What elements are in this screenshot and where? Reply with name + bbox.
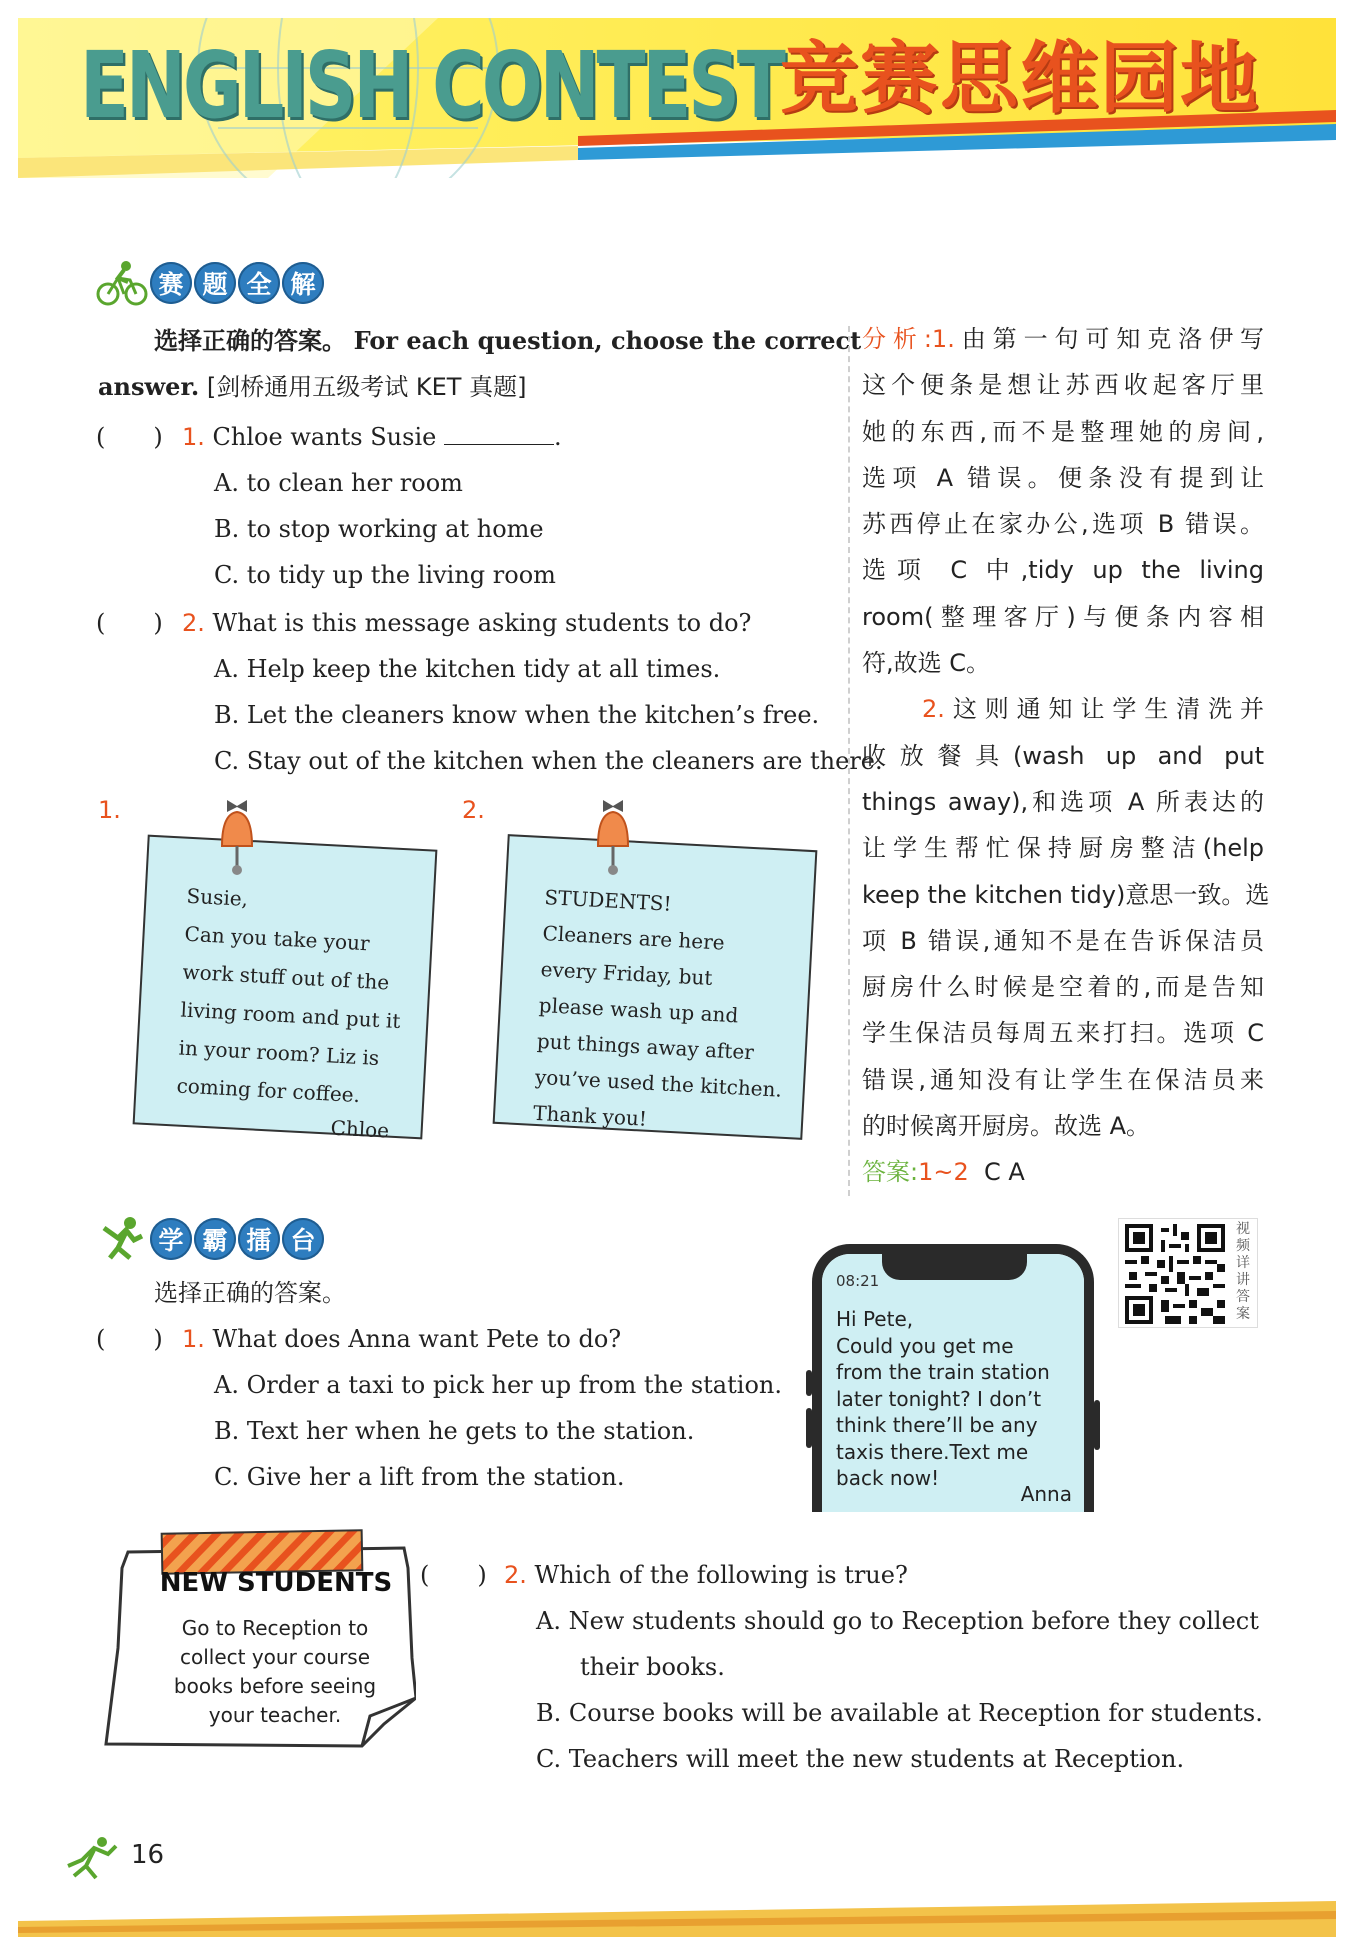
phone-time: 08:21 bbox=[836, 1272, 880, 1290]
option-b[interactable]: B. Let the cleaners know when the kitchen’s free. bbox=[214, 701, 820, 729]
phone-side-button bbox=[806, 1408, 812, 1448]
instruction-cn-2: 选择正确的答案。 bbox=[154, 1279, 346, 1307]
instruction-line-1 bbox=[154, 318, 861, 364]
question-2 bbox=[504, 1552, 908, 1598]
analysis-line: 选项 A 错误。便条没有提到让 bbox=[862, 463, 1264, 492]
exam-source: [剑桥通用五级考试 KET 真题] bbox=[206, 373, 527, 401]
question-number: 2. bbox=[182, 609, 205, 637]
option-a[interactable]: A. Order a taxi to pick her up from the station. bbox=[214, 1371, 782, 1399]
option-b[interactable]: B. Course books will be available at Reception for students. bbox=[536, 1699, 1263, 1727]
phone-side-button bbox=[806, 1370, 812, 1396]
note-line: Thank you! bbox=[532, 1100, 648, 1131]
option-a[interactable]: A. New students should go to Reception before they collect bbox=[536, 1607, 1259, 1635]
note-line: Can you take your bbox=[184, 921, 371, 956]
answer-bracket[interactable]: ( ) bbox=[96, 423, 163, 451]
cyclist-icon bbox=[96, 260, 148, 306]
badge-char: 台 bbox=[282, 1218, 324, 1260]
badge-char: 题 bbox=[194, 262, 236, 304]
phone-line: later tonight? I don’t bbox=[836, 1386, 1042, 1411]
answer-bracket[interactable]: ( ) bbox=[96, 609, 163, 637]
answer-value: C A bbox=[984, 1158, 1025, 1187]
qr-caption: 视 频 详 讲 答 案 bbox=[1236, 1221, 1250, 1322]
sign-title: NEW STUDENTS bbox=[159, 1568, 393, 1598]
instruction-en: For each question, choose the correct bbox=[353, 326, 862, 355]
question-number: 1. bbox=[182, 423, 205, 451]
analysis-line: 苏西停止在家办公,选项 B 错误。 bbox=[862, 510, 1264, 539]
header-banner bbox=[18, 18, 1336, 178]
badge-char: 霸 bbox=[194, 1218, 236, 1260]
analysis-line: keep the kitchen tidy)意思一致。选 bbox=[862, 880, 1270, 909]
answer-bracket[interactable]: ( ) bbox=[96, 1325, 163, 1353]
bell-pin-icon bbox=[588, 794, 638, 876]
analysis-line: 学生保洁员每周五来打扫。选项 C bbox=[862, 1019, 1264, 1048]
question-number: 2. bbox=[504, 1561, 527, 1589]
question-stem: Chloe wants Susie bbox=[212, 423, 437, 451]
question-1: 1. Chloe wants Susie . bbox=[182, 414, 562, 460]
column-divider bbox=[848, 326, 850, 1196]
option-c[interactable]: C. Give her a lift from the station. bbox=[214, 1463, 625, 1491]
note-label-2: 2. bbox=[462, 796, 485, 824]
phone-notch bbox=[882, 1250, 1027, 1280]
note-line: you’ve used the kitchen. bbox=[534, 1064, 783, 1102]
qr-code-box[interactable] bbox=[1118, 1218, 1258, 1328]
phone-side-button bbox=[1094, 1400, 1100, 1450]
note-line: Susie, bbox=[186, 883, 249, 911]
question-1 bbox=[182, 1316, 621, 1362]
analysis-line: things away),和选项 A 所表达的 bbox=[862, 787, 1264, 816]
note-card-2 bbox=[493, 834, 818, 1140]
runner-footer-icon bbox=[64, 1836, 118, 1880]
analysis-line: 项 B 错误,通知不是在告诉保洁员 bbox=[862, 926, 1264, 955]
note-line: STUDENTS! bbox=[543, 885, 673, 916]
question-stem: Which of the following is true? bbox=[534, 1561, 908, 1589]
note-line: Cleaners are here bbox=[542, 921, 726, 955]
analysis-line: 2.这则通知让学生清洗并 bbox=[922, 695, 1264, 724]
instruction-en-2: answer. bbox=[98, 372, 200, 401]
analysis-label: 分析: bbox=[862, 325, 932, 353]
banner-english-title: ENGLISH CONTEST bbox=[80, 32, 783, 139]
instruction-cn: 选择正确的答案。 bbox=[154, 327, 346, 355]
note-line: work stuff out of the bbox=[182, 959, 390, 995]
answer-bracket[interactable]: ( ) bbox=[420, 1561, 487, 1589]
badge-char: 擂 bbox=[238, 1218, 280, 1260]
phone-line: Hi Pete, bbox=[836, 1307, 914, 1331]
analysis-line: 符,故选 C。 bbox=[862, 649, 991, 678]
note-line: please wash up and bbox=[538, 992, 739, 1028]
badge-char: 全 bbox=[238, 262, 280, 304]
option-b[interactable]: B. Text her when he gets to the station. bbox=[214, 1417, 695, 1445]
note-signature: Chloe bbox=[330, 1115, 390, 1143]
phone-line: back now! bbox=[836, 1466, 940, 1490]
note-line: coming for coffee. bbox=[176, 1073, 361, 1108]
bell-pin-icon bbox=[212, 794, 262, 876]
page-number: 16 bbox=[131, 1840, 165, 1870]
phone-text bbox=[836, 1306, 1050, 1492]
option-c[interactable]: C. Teachers will meet the new students at Reception. bbox=[536, 1745, 1185, 1773]
analysis-line: 她的东西,而不是整理她的房间, bbox=[862, 417, 1264, 446]
answer-range: 1~2 bbox=[918, 1158, 969, 1187]
analysis-line: 厨房什么时候是空着的,而是告知 bbox=[862, 973, 1264, 1002]
instruction-line-2 bbox=[98, 364, 526, 410]
analysis-line: 选项 C 中,tidy up the living bbox=[862, 556, 1264, 585]
note-label-1: 1. bbox=[98, 796, 121, 824]
note-line: in your room? Liz is bbox=[178, 1035, 380, 1071]
analysis-line: 分析:1.由第一句可知克洛伊写 bbox=[862, 325, 1264, 353]
phone-signature: Anna bbox=[1020, 1482, 1072, 1506]
phone-line: taxis there.Text me bbox=[836, 1439, 1029, 1464]
option-a[interactable]: A. Help keep the kitchen tidy at all times. bbox=[214, 655, 721, 683]
badge-char: 赛 bbox=[150, 262, 192, 304]
runner-icon bbox=[96, 1216, 148, 1262]
qr-code-icon[interactable] bbox=[1125, 1224, 1225, 1324]
question-number: 1. bbox=[182, 1325, 205, 1353]
question-stem: What is this message asking students to do? bbox=[212, 609, 752, 637]
phone-line: from the train station bbox=[836, 1360, 1050, 1384]
option-b[interactable]: B. to stop working at home bbox=[214, 515, 544, 543]
note-card-1 bbox=[133, 835, 438, 1143]
note-line: living room and put it bbox=[180, 997, 401, 1034]
option-c[interactable]: C. Stay out of the kitchen when the cleaners are there. bbox=[214, 747, 883, 775]
analysis-line: 的时候离开厨房。故选 A。 bbox=[862, 1112, 1151, 1141]
phone-message bbox=[812, 1244, 1094, 1512]
question-stem: What does Anna want Pete to do? bbox=[212, 1325, 622, 1353]
answer-label: 答案: bbox=[862, 1158, 919, 1187]
sign-text: Go to Reception to collect your course books before seeing your teacher. bbox=[173, 1616, 377, 1727]
phone-line: Could you get me bbox=[836, 1333, 1014, 1358]
analysis-line: 让学生帮忙保持厨房整洁(help bbox=[862, 834, 1264, 863]
analysis-column bbox=[862, 316, 1270, 1196]
phone-screen bbox=[822, 1254, 1084, 1512]
answer-blank bbox=[444, 417, 554, 445]
answer-line bbox=[862, 1149, 1264, 1195]
banner-chinese-title: 竞赛思维园地 bbox=[780, 34, 1261, 124]
section-header-contest bbox=[96, 258, 324, 308]
analysis-line: 收放餐具(wash up and put bbox=[862, 741, 1264, 770]
badge-char: 学 bbox=[150, 1218, 192, 1260]
new-students-sign bbox=[104, 1528, 416, 1750]
note-line: every Friday, but bbox=[540, 957, 714, 990]
note-line: put things away after bbox=[536, 1028, 755, 1065]
analysis-line: 错误,通知没有让学生在保洁员来 bbox=[862, 1065, 1264, 1094]
footer-stripe bbox=[18, 1897, 1336, 1937]
question-2 bbox=[182, 600, 751, 646]
option-a-continued: their books. bbox=[580, 1653, 725, 1681]
option-a[interactable]: A. to clean her room bbox=[214, 469, 463, 497]
section-header-challenge bbox=[96, 1214, 324, 1264]
analysis-line: room(整理客厅)与便条内容相 bbox=[862, 602, 1264, 631]
badge-char: 解 bbox=[282, 262, 324, 304]
phone-line: think there’ll be any bbox=[836, 1413, 1038, 1437]
analysis-line: 这个便条是想让苏西收起客厅里 bbox=[862, 371, 1264, 400]
option-c[interactable]: C. to tidy up the living room bbox=[214, 561, 556, 589]
